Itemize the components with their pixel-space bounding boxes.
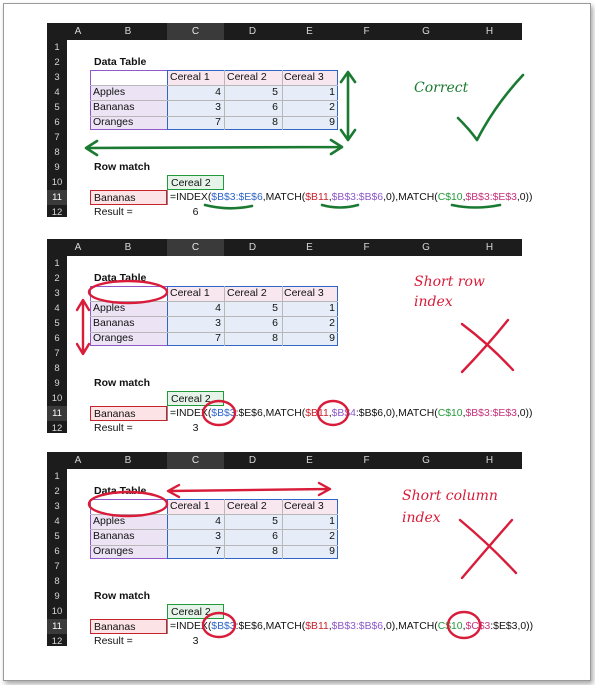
header-cereal-1: Cereal 1 — [170, 71, 210, 83]
row-header-1[interactable]: 1 — [54, 42, 60, 53]
column-header-h[interactable]: H — [485, 26, 494, 37]
row-header-4[interactable]: 4 — [54, 87, 60, 98]
row-header-5[interactable]: 5 — [54, 531, 60, 542]
lookup-cell[interactable]: Bananas — [90, 619, 167, 634]
header-cereal-3: Cereal 3 — [284, 500, 324, 512]
formula-cell[interactable] — [167, 619, 534, 634]
value-cell: 5 — [272, 86, 278, 98]
column-header-c[interactable]: C — [167, 239, 224, 256]
column-header-e[interactable]: E — [306, 242, 313, 253]
note-correct — [414, 80, 468, 96]
row-label-apples: Apples — [93, 86, 126, 98]
formula-token: , — [462, 621, 466, 632]
row-header-4[interactable]: 4 — [54, 516, 60, 527]
result-value: 6 — [192, 206, 199, 218]
row-header-bar — [47, 40, 67, 217]
header-cereal-2: Cereal 2 — [227, 71, 267, 83]
value-cell: 3 — [215, 530, 221, 542]
data-table-title: Data Table — [94, 485, 147, 497]
column-header-h[interactable]: H — [485, 455, 494, 466]
formula-token: $B$3:$B$6 — [331, 621, 384, 632]
column-header-bar — [47, 23, 522, 40]
formula-token: , — [328, 408, 332, 419]
value-cell: 4 — [215, 86, 221, 98]
row-label-oranges: Oranges — [93, 116, 134, 128]
row-header-9[interactable]: 9 — [54, 378, 60, 389]
formula-token: $B$3:$E$6 — [211, 192, 263, 203]
row-header-11[interactable]: 11 — [47, 619, 67, 634]
row-match-title: Row match — [94, 377, 151, 389]
header-cereal-2: Cereal 2 — [227, 500, 267, 512]
note-short-column-line2: index — [402, 510, 441, 526]
row-header-2[interactable]: 2 — [54, 273, 60, 284]
row-label-oranges: Oranges — [93, 332, 134, 344]
column-header-e[interactable]: E — [306, 26, 313, 37]
value-cell: 1 — [329, 86, 335, 98]
formula-token: $B11 — [305, 192, 329, 203]
column-header-f[interactable]: F — [363, 455, 370, 466]
row-header-9[interactable]: 9 — [54, 591, 60, 602]
column-header-b[interactable]: B — [124, 26, 132, 37]
data-table-title: Data Table — [94, 272, 147, 284]
formula-token: C$10 — [437, 621, 463, 632]
value-cell: 8 — [272, 332, 278, 344]
header-cereal-3: Cereal 3 — [284, 287, 324, 299]
value-cell: 7 — [215, 116, 221, 128]
column-header-e[interactable]: E — [306, 455, 313, 466]
column-header-d[interactable]: D — [248, 242, 257, 253]
row-match-header-cell[interactable]: Cereal 2 — [167, 604, 224, 619]
column-header-b[interactable]: B — [124, 242, 132, 253]
note-short-column-line1: Short column — [402, 488, 498, 504]
value-cell: 2 — [329, 530, 335, 542]
value-cell: 6 — [272, 317, 278, 329]
value-cell: 6 — [272, 101, 278, 113]
column-header-b[interactable]: B — [124, 455, 132, 466]
value-cell: 5 — [272, 515, 278, 527]
row-header-9[interactable]: 9 — [54, 162, 60, 173]
row-header-1[interactable]: 1 — [54, 258, 60, 269]
formula-token: :$E$6,MATCH( — [235, 408, 306, 419]
row-header-8[interactable]: 8 — [54, 147, 60, 158]
row-header-6[interactable]: 6 — [54, 333, 60, 344]
row-header-6[interactable]: 6 — [54, 117, 60, 128]
formula-token: , — [462, 408, 466, 419]
formula-token: $B$3:$E$3 — [465, 192, 517, 203]
value-cell: 7 — [215, 545, 221, 557]
value-cell: 8 — [272, 545, 278, 557]
value-cell: 7 — [215, 332, 221, 344]
row-header-7[interactable]: 7 — [54, 132, 60, 143]
header-cereal-1: Cereal 1 — [170, 500, 210, 512]
row-header-10[interactable]: 10 — [51, 393, 63, 404]
row-label-oranges: Oranges — [93, 545, 134, 557]
formula-token: :$B$6,0),MATCH( — [355, 408, 438, 419]
row-header-1[interactable]: 1 — [54, 471, 60, 482]
row-header-bar — [47, 256, 67, 433]
formula-token: ,MATCH( — [262, 192, 306, 203]
row-header-2[interactable]: 2 — [54, 486, 60, 497]
formula-token: =INDEX( — [170, 408, 212, 419]
sheet-panel-correct — [47, 23, 533, 218]
formula-token: =INDEX( — [170, 621, 212, 632]
formula-token: , — [462, 192, 466, 203]
formula-token: $B$3:$E$3 — [465, 408, 517, 419]
value-cell: 5 — [272, 302, 278, 314]
value-cell: 4 — [215, 302, 221, 314]
result-label: Result = — [94, 635, 133, 647]
value-cell: 9 — [329, 545, 335, 557]
row-label-bananas: Bananas — [93, 101, 135, 113]
value-cell: 9 — [329, 332, 335, 344]
formula-token: $B$3:$B$6 — [331, 192, 384, 203]
formula-token: $B$4 — [331, 408, 356, 419]
note-short-column — [402, 485, 498, 529]
formula-token: ,0),MATCH( — [383, 192, 438, 203]
result-value: 3 — [192, 422, 199, 434]
header-cereal-3: Cereal 3 — [284, 71, 324, 83]
column-header-bar — [47, 239, 522, 256]
formula-token: ,0)) — [516, 192, 533, 203]
row-header-6[interactable]: 6 — [54, 546, 60, 557]
row-match-header-cell[interactable]: Cereal 2 — [167, 175, 224, 190]
sheet-panel-short-column — [47, 452, 534, 647]
formula-token: =INDEX( — [170, 192, 212, 203]
result-label: Result = — [94, 422, 133, 434]
row-label-bananas: Bananas — [93, 530, 135, 542]
note-correct-text: Correct — [414, 80, 469, 96]
value-cell: 9 — [329, 116, 335, 128]
formula-token: $B11 — [305, 621, 329, 632]
column-header-f[interactable]: F — [363, 242, 370, 253]
formula-token: ,0)) — [516, 408, 533, 419]
row-header-2[interactable]: 2 — [54, 57, 60, 68]
formula-token: :$E$6,MATCH( — [235, 621, 306, 632]
value-cell: 2 — [329, 317, 335, 329]
row-header-4[interactable]: 4 — [54, 303, 60, 314]
row-header-8[interactable]: 8 — [54, 363, 60, 374]
value-cell: 2 — [329, 101, 335, 113]
row-label-bananas: Bananas — [93, 317, 135, 329]
row-header-10[interactable]: 10 — [51, 606, 63, 617]
column-header-f[interactable]: F — [363, 26, 370, 37]
value-cell: 6 — [272, 530, 278, 542]
formula-token: C$10 — [437, 192, 463, 203]
row-match-title: Row match — [94, 161, 151, 173]
row-header-3[interactable]: 3 — [54, 501, 60, 512]
column-header-h[interactable]: H — [485, 242, 494, 253]
row-header-5[interactable]: 5 — [54, 318, 60, 329]
row-header-8[interactable]: 8 — [54, 576, 60, 587]
formula-token: , — [328, 621, 332, 632]
column-header-a[interactable]: A — [74, 242, 82, 253]
value-cell: 3 — [215, 317, 221, 329]
column-header-bar — [47, 452, 522, 469]
row-header-12[interactable]: 12 — [51, 423, 63, 434]
formula-cell[interactable] — [167, 190, 533, 205]
value-cell: 1 — [329, 515, 335, 527]
formula-cell[interactable] — [167, 406, 533, 421]
formula-token: C$10 — [437, 408, 463, 419]
lookup-cell[interactable]: Bananas — [90, 406, 167, 421]
column-header-g[interactable]: G — [422, 242, 430, 253]
row-header-5[interactable]: 5 — [54, 102, 60, 113]
row-header-3[interactable]: 3 — [54, 72, 60, 83]
row-header-10[interactable]: 10 — [51, 177, 63, 188]
note-short-row-line2: index — [414, 294, 453, 310]
row-label-apples: Apples — [93, 515, 126, 527]
formula-token: :$E$3,0)) — [490, 621, 534, 632]
note-short-row — [414, 272, 485, 312]
formula-token: , — [328, 192, 332, 203]
column-header-g[interactable]: G — [422, 455, 430, 466]
note-short-row-line1: Short row — [414, 274, 485, 290]
column-header-c[interactable]: C — [167, 452, 224, 469]
value-cell: 4 — [215, 515, 221, 527]
row-header-12[interactable]: 12 — [51, 636, 63, 647]
data-table-title: Data Table — [94, 56, 147, 68]
result-value: 3 — [192, 635, 199, 647]
header-cereal-1: Cereal 1 — [170, 287, 210, 299]
value-cell: 8 — [272, 116, 278, 128]
row-header-11[interactable]: 11 — [47, 190, 67, 205]
header-cereal-2: Cereal 2 — [227, 287, 267, 299]
column-header-d[interactable]: D — [248, 455, 257, 466]
result-label: Result = — [94, 206, 133, 218]
formula-token: $B$3 — [211, 621, 236, 632]
column-header-a[interactable]: A — [74, 26, 82, 37]
row-header-12[interactable]: 12 — [51, 207, 63, 218]
value-cell: 1 — [329, 302, 335, 314]
row-match-title: Row match — [94, 590, 151, 602]
column-header-a[interactable]: A — [74, 455, 82, 466]
row-header-bar — [47, 469, 67, 646]
value-cell: 3 — [215, 101, 221, 113]
formula-token: $C$3 — [465, 621, 491, 632]
formula-token: $B$3 — [211, 408, 236, 419]
column-header-g[interactable]: G — [422, 26, 430, 37]
column-header-d[interactable]: D — [248, 26, 257, 37]
row-header-3[interactable]: 3 — [54, 288, 60, 299]
row-match-header-cell[interactable]: Cereal 2 — [167, 391, 224, 406]
sheet-panel-short-row — [47, 239, 533, 434]
column-header-c[interactable]: C — [167, 23, 224, 40]
row-header-7[interactable]: 7 — [54, 561, 60, 572]
row-label-apples: Apples — [93, 302, 126, 314]
row-header-11[interactable]: 11 — [47, 406, 67, 421]
lookup-cell[interactable]: Bananas — [90, 190, 167, 205]
formula-token: $B11 — [305, 408, 329, 419]
row-header-7[interactable]: 7 — [54, 348, 60, 359]
formula-token: ,0),MATCH( — [383, 621, 438, 632]
